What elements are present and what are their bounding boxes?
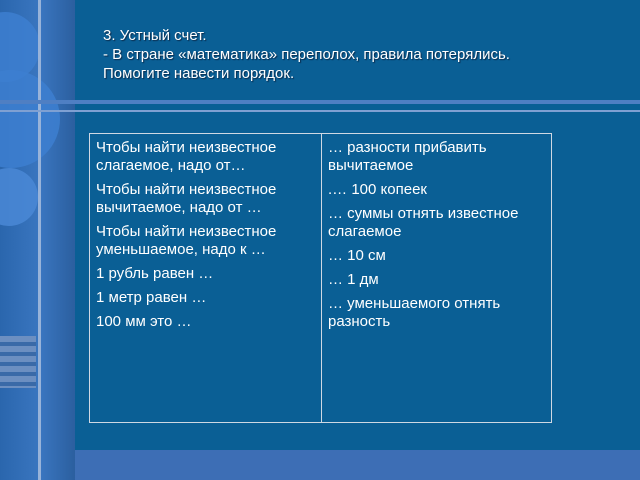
right-column-cell (322, 134, 552, 423)
decorative-vertical-line (38, 0, 41, 480)
rule-ending: … разности прибавить вычитаемое (328, 139, 487, 174)
rule-ending: .… 100 копеек (328, 181, 427, 198)
decorative-horizontal-line (0, 100, 640, 104)
rule-beginning: Чтобы найти неизвестное слагаемое, надо от… (96, 139, 277, 174)
matching-table (89, 133, 552, 423)
decorative-bottom-bar (75, 450, 640, 480)
left-column-cell (90, 134, 322, 423)
rule-ending: … 1 дм (328, 271, 379, 288)
rule-beginning: Чтобы найти неизвестное уменьшаемое, надо к … (96, 223, 277, 258)
rule-ending: … уменьшаемого отнять разность (328, 295, 501, 330)
table-row (90, 134, 552, 423)
rule-ending: … суммы отнять известное слагаемое (328, 205, 519, 240)
title-line-1: 3. Устный счет. (103, 27, 207, 44)
title-line-2: - В стране «математика» переполох, правила потерялись. (103, 46, 510, 63)
rule-beginning: 1 рубль равен … (96, 265, 214, 282)
decorative-stripes (0, 336, 36, 388)
rule-beginning: 1 метр равен … (96, 289, 207, 306)
decorative-horizontal-line-thin (0, 110, 640, 112)
rule-beginning: 100 мм это … (96, 313, 192, 330)
title-line-3: Помогите навести порядок. (103, 65, 295, 82)
rule-beginning: Чтобы найти неизвестное вычитаемое, надо от … (96, 181, 277, 216)
page-title (103, 26, 623, 83)
rule-ending: … 10 см (328, 247, 386, 264)
